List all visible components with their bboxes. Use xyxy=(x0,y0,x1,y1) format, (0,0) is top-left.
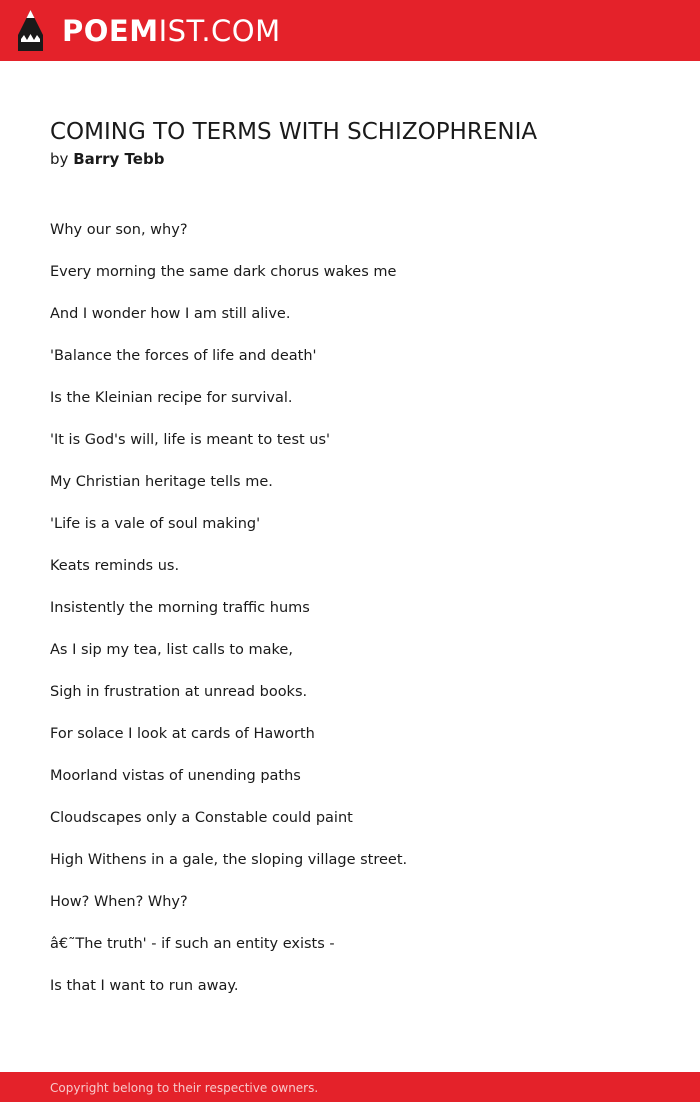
poem-line: 'Life is a vale of soul making' xyxy=(50,516,261,532)
site-logo[interactable] xyxy=(62,11,281,51)
author-name: Barry Tebb xyxy=(73,150,165,168)
poem-line: â€˜The truth' - if such an entity exists - xyxy=(50,936,335,952)
site-footer xyxy=(0,1072,700,1102)
pencil-tip-icon[interactable] xyxy=(17,9,44,52)
poem-body xyxy=(50,218,670,1016)
poem-line: My Christian heritage tells me. xyxy=(50,474,273,490)
poem-line: Why our son, why? xyxy=(50,222,188,238)
poem-line: How? When? Why? xyxy=(50,894,188,910)
poem-line: 'Balance the forces of life and death' xyxy=(50,348,317,364)
poem-line: Insistently the morning traffic hums xyxy=(50,600,310,616)
poem-line: And I wonder how I am still alive. xyxy=(50,306,291,322)
logo-text-light: IST.COM xyxy=(158,14,281,48)
copyright-notice: Copyright belong to their respective owners. xyxy=(50,1081,319,1095)
poem-line: Every morning the same dark chorus wakes me xyxy=(50,264,397,280)
poem-line: For solace I look at cards of Haworth xyxy=(50,726,315,742)
logo-text-bold: POEM xyxy=(62,14,159,48)
site-header xyxy=(0,0,700,61)
poem-line: Sigh in frustration at unread books. xyxy=(50,684,308,700)
byline xyxy=(50,149,164,169)
poem-title: COMING TO TERMS WITH SCHIZOPHRENIA xyxy=(50,119,538,145)
poem-line: Keats reminds us. xyxy=(50,558,180,574)
poem-line: As I sip my tea, list calls to make, xyxy=(50,642,293,658)
poem-line: Moorland vistas of unending paths xyxy=(50,768,301,784)
poem-line: High Withens in a gale, the sloping village street. xyxy=(50,852,408,868)
poem-line: 'It is God's will, life is meant to test us' xyxy=(50,432,331,448)
poem-line: Cloudscapes only a Constable could paint xyxy=(50,810,353,826)
poem-line: Is the Kleinian recipe for survival. xyxy=(50,390,293,406)
by-label: by xyxy=(50,150,69,168)
poem-line: Is that I want to run away. xyxy=(50,978,239,994)
